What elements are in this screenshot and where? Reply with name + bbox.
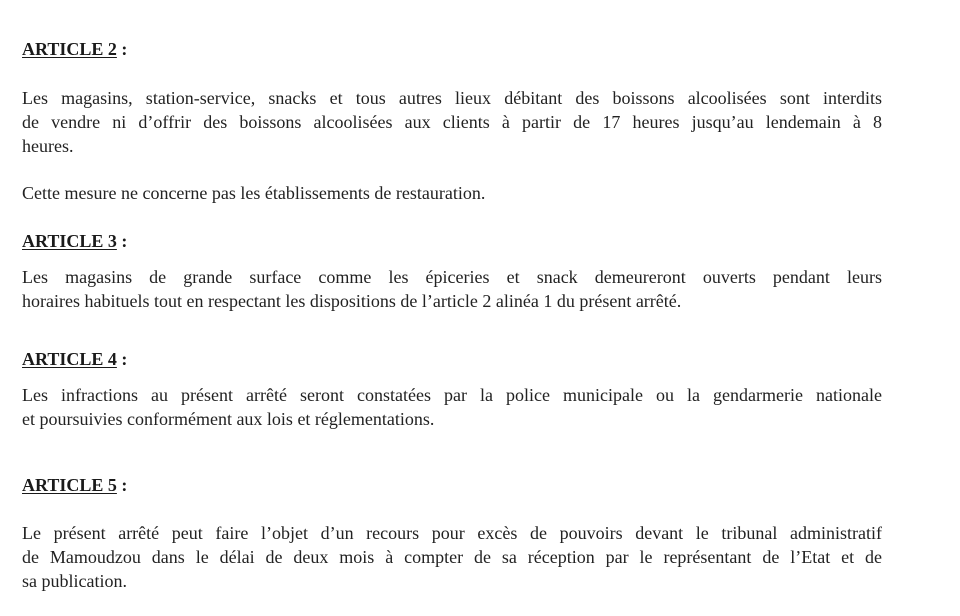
text-line: sa publication.	[22, 571, 127, 591]
article-3-heading-colon: :	[116, 231, 128, 251]
article-2-heading-text: ARTICLE 2	[22, 39, 117, 59]
article-2-paragraph-2	[22, 181, 882, 205]
text-line: Cette mesure ne concerne pas les établissements de restauration.	[22, 183, 486, 203]
text-line: heures.	[22, 136, 74, 156]
text-line: horaires habituels tout en respectant les dispositions de l’article 2 alinéa 1 du présent arrêté.	[22, 291, 682, 311]
article-5-heading	[22, 474, 127, 496]
text-line: et poursuivies conformément aux lois et réglementations.	[22, 409, 435, 429]
text-line: Les magasins, station-service, snacks et tous autres lieux débitant des boissons alcoolisées sont interdits	[22, 88, 882, 108]
article-4-heading-text: ARTICLE 4	[22, 349, 117, 369]
text-line: Le présent arrêté peut faire l’objet d’un recours pour excès de pouvoirs devant le tribunal administratif	[22, 523, 882, 543]
article-2-paragraph-1	[22, 86, 882, 158]
article-5-paragraph-1	[22, 521, 882, 593]
article-5-heading-colon: :	[116, 475, 128, 495]
article-3-paragraph-1	[22, 265, 882, 313]
article-4-paragraph-1	[22, 383, 882, 431]
article-2-heading	[22, 38, 127, 60]
text-line: de vendre ni d’offrir des boissons alcoolisées aux clients à partir de 17 heures jusqu’au lendemain à 8	[22, 112, 882, 132]
article-3-heading	[22, 230, 127, 252]
text-line: Les magasins de grande surface comme les épiceries et snack demeureront ouverts pendant leurs	[22, 267, 882, 287]
text-line: de Mamoudzou dans le délai de deux mois à compter de sa réception par le représentant de l’Etat et de	[22, 547, 882, 567]
text-line: Les infractions au présent arrêté seront constatées par la police municipale ou la gendarmerie nationale	[22, 385, 882, 405]
article-3-heading-text: ARTICLE 3	[22, 231, 117, 251]
article-2-heading-colon: :	[116, 39, 128, 59]
article-4-heading	[22, 348, 127, 370]
article-5-heading-text: ARTICLE 5	[22, 475, 117, 495]
article-4-heading-colon: :	[116, 349, 128, 369]
